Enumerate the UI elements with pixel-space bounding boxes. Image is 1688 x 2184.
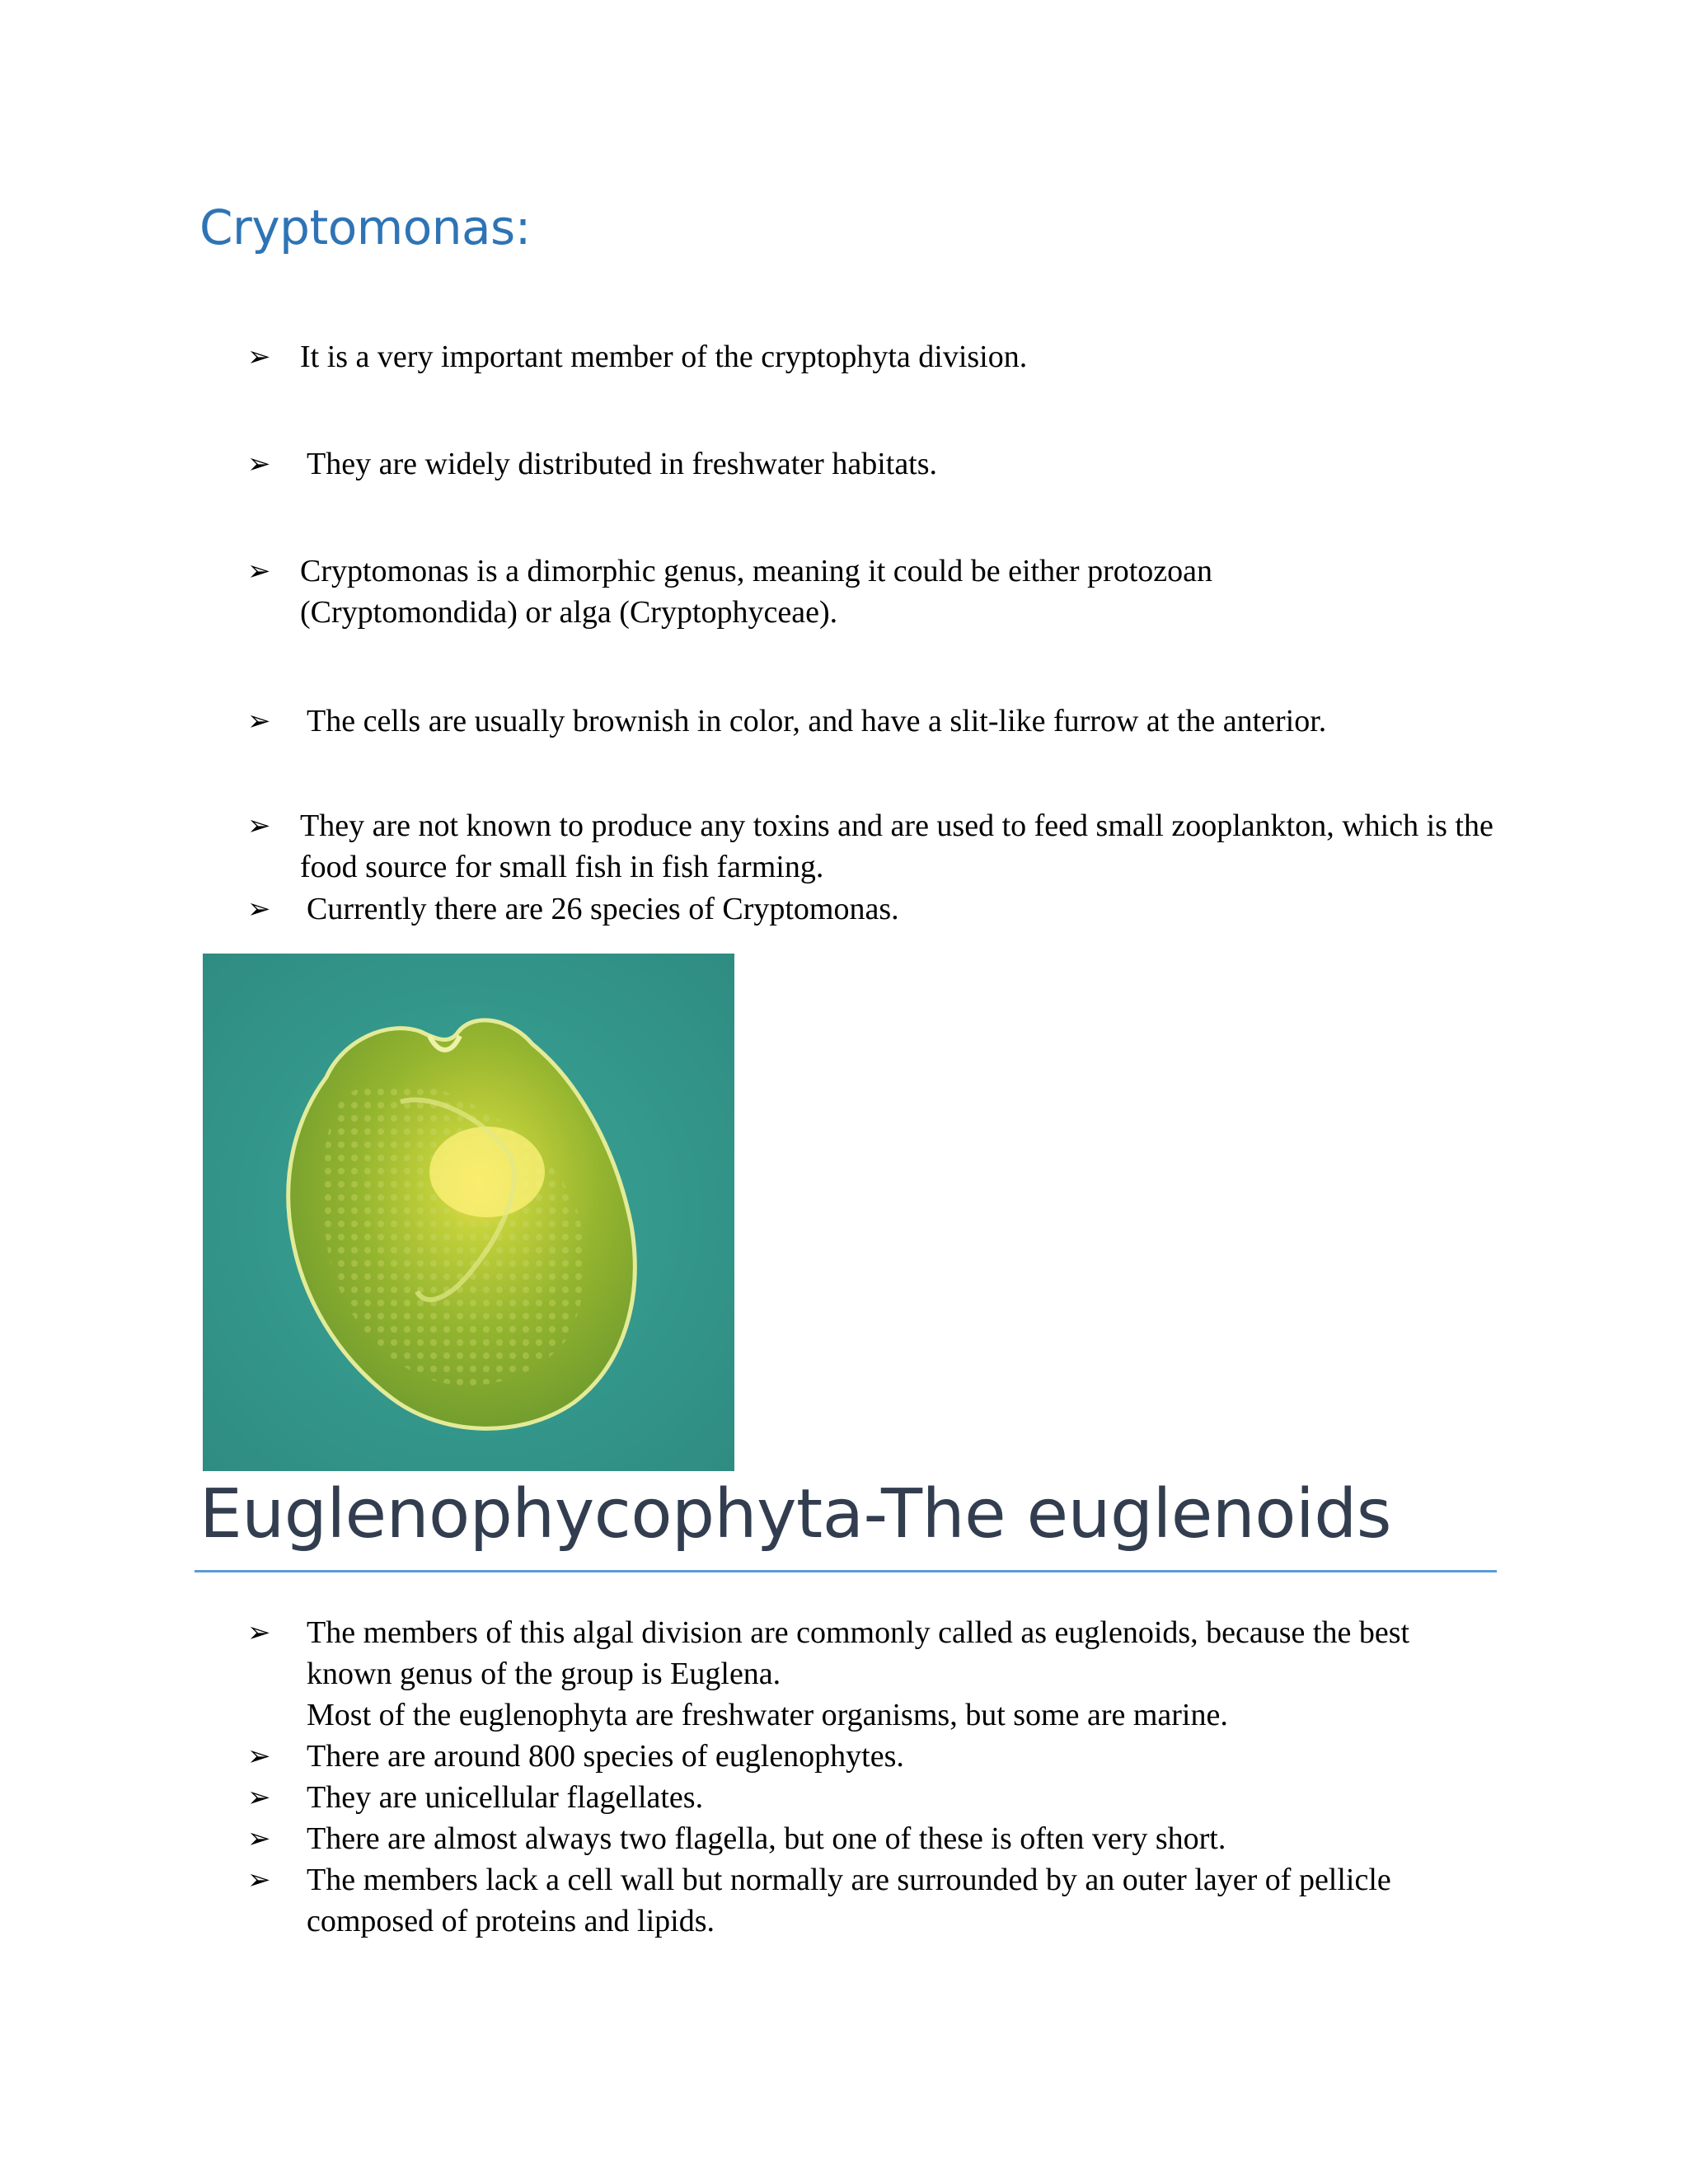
bullet-text: Cryptomonas is a dimorphic genus, meaning it could be either protozoan (Cryptomondida) or alga (Cryptophyceae). — [300, 554, 1213, 630]
bullet-text: There are almost always two flagella, but one of these is often very short. — [307, 1821, 1226, 1856]
arrow-bullet-icon: ➢ — [247, 448, 271, 480]
arrow-bullet-icon: ➢ — [247, 1781, 271, 1814]
bullet-text: The members of this algal division are commonly called as euglenoids, because the best known genus of the group is Euglena. — [307, 1615, 1410, 1691]
arrow-bullet-icon: ➢ — [247, 1740, 271, 1773]
arrow-bullet-icon: ➢ — [247, 1822, 271, 1855]
cryptomonas-image — [203, 954, 734, 1471]
bullet-text: The cells are usually brownish in color, and have a slit-like furrow at the anterior. — [307, 704, 1327, 738]
arrow-bullet-icon: ➢ — [247, 1616, 271, 1649]
bullet-text: The members lack a cell wall but normally are surrounded by an outer layer of pellicle composed of proteins and lipids. — [307, 1863, 1391, 1938]
bullet-text: They are unicellular flagellates. — [307, 1780, 704, 1815]
arrow-bullet-icon: ➢ — [247, 340, 271, 373]
arrow-bullet-icon: ➢ — [247, 893, 271, 926]
arrow-bullet-icon: ➢ — [247, 809, 271, 842]
bullet-text: It is a very important member of the cryptophyta division. — [300, 340, 1028, 374]
bullet-text: Currently there are 26 species of Cryptomonas. — [307, 892, 899, 926]
plain-text-line: Most of the euglenophyta are freshwater organisms, but some are marine. — [307, 1698, 1228, 1732]
bullet-text: They are widely distributed in freshwater habitats. — [307, 447, 938, 481]
arrow-bullet-icon: ➢ — [247, 1863, 271, 1896]
arrow-bullet-icon: ➢ — [247, 555, 271, 588]
euglenoids-heading: Euglenophycophyta-The euglenoids — [199, 1475, 1391, 1554]
bullet-text: There are around 800 species of euglenophytes. — [307, 1739, 904, 1774]
arrow-bullet-icon: ➢ — [247, 705, 271, 738]
heading-divider — [195, 1570, 1497, 1572]
bullet-text: They are not known to produce any toxins and are used to feed small zooplankton, which is the food source for small fish in fish farming. — [300, 808, 1493, 884]
cryptomonas-micrograph-icon — [203, 954, 734, 1471]
cryptomonas-heading: Cryptomonas: — [199, 199, 531, 255]
